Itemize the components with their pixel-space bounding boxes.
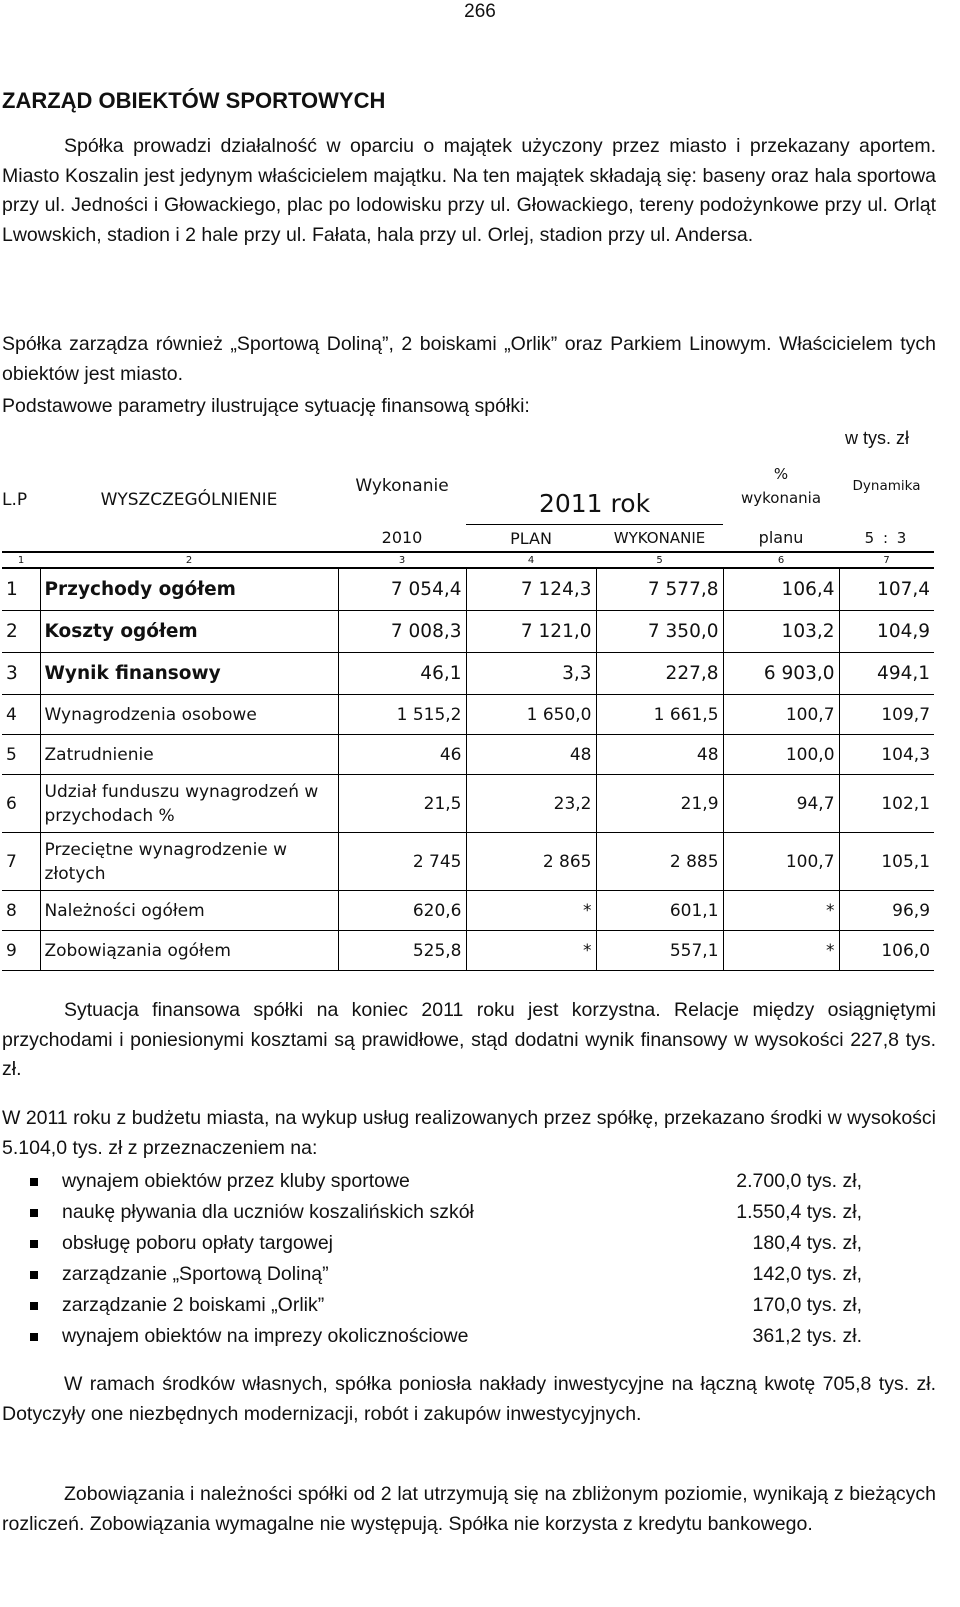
row-name: Należności ogółem xyxy=(40,891,338,931)
row-plan: 3,3 xyxy=(466,653,596,695)
row-lp: 6 xyxy=(2,775,40,833)
row-plan: 7 124,3 xyxy=(466,568,596,611)
row-wykonanie: 2 885 xyxy=(596,833,723,891)
row-lp: 3 xyxy=(2,653,40,695)
budget-purpose: obsługę poboru opłaty targowej xyxy=(62,1232,334,1254)
investments-paragraph: W ramach środków własnych, spółka poniosła nakłady inwestycyjne na łączną kwotę 705,8 tys. zł. Dotyczyły one niezbędnych modernizacji, robót i zakupów inwestycyjnych. xyxy=(2,1373,936,1425)
header-lp: L.P xyxy=(2,489,28,510)
row-wykonanie: 1 661,5 xyxy=(596,695,723,735)
budget-amount: 361,2 tys. zł. xyxy=(752,1325,862,1347)
row-dynamics: 106,0 xyxy=(839,931,934,971)
row-pct: 94,7 xyxy=(723,775,839,833)
header-exec-year: 2010 xyxy=(381,528,423,548)
row-plan: 23,2 xyxy=(466,775,596,833)
row-lp: 7 xyxy=(2,833,40,891)
bullet-icon xyxy=(30,1178,38,1186)
bullet-icon xyxy=(30,1333,38,1341)
row-plan: * xyxy=(466,891,596,931)
budget-purpose: zarządzanie „Sportową Doliną” xyxy=(62,1263,329,1285)
header-exec: Wykonanie xyxy=(355,476,449,497)
row-exec-2010: 46,1 xyxy=(338,653,466,695)
budget-purpose: wynajem obiektów na imprezy okolicznościowe xyxy=(62,1325,469,1347)
column-number: 6 xyxy=(723,552,839,568)
table-row xyxy=(2,568,934,611)
row-exec-2010: 1 515,2 xyxy=(338,695,466,735)
table-row xyxy=(2,611,934,653)
list-item xyxy=(30,1321,890,1352)
table-row xyxy=(2,775,934,833)
row-lp: 9 xyxy=(2,931,40,971)
column-number-row xyxy=(2,552,934,568)
row-exec-2010: 2 745 xyxy=(338,833,466,891)
row-pct: 100,7 xyxy=(723,695,839,735)
budget-amount: 142,0 tys. zł, xyxy=(752,1263,862,1285)
row-wykonanie: 227,8 xyxy=(596,653,723,695)
header-dynamics-ratio: 5 : 3 xyxy=(864,528,909,547)
list-item xyxy=(30,1166,890,1197)
row-name: Przeciętne wynagrodzenie w złotych xyxy=(40,833,338,891)
table-row xyxy=(2,695,934,735)
table-row xyxy=(2,931,934,971)
liabilities-paragraph: Zobowiązania i należności spółki od 2 lat utrzymują się na zbliżonym poziomie, wynikają z bieżących rozliczeń. Zobowiązania wymagalne nie występują. Spółka nie korzysta z kredytu bankowego. xyxy=(2,1483,936,1535)
row-pct: 6 903,0 xyxy=(723,653,839,695)
list-item xyxy=(30,1290,890,1321)
header-plan: PLAN xyxy=(466,525,596,553)
summary-paragraph: Sytuacja finansowa spółki na koniec 2011 roku jest korzystna. Relacje między osiągniętymi przychodami i poniesionymi kosztami są prawidłowe, stąd dodatni wynik finansowy w wysokości 227,8 tys. zł. xyxy=(2,999,936,1081)
row-pct: 100,7 xyxy=(723,833,839,891)
row-plan: 7 121,0 xyxy=(466,611,596,653)
bullet-icon xyxy=(30,1209,38,1217)
list-item xyxy=(30,1228,890,1259)
header-item: WYSZCZEGÓLNIENIE xyxy=(100,489,278,510)
row-exec-2010: 21,5 xyxy=(338,775,466,833)
row-lp: 8 xyxy=(2,891,40,931)
row-pct: 103,2 xyxy=(723,611,839,653)
row-plan: * xyxy=(466,931,596,971)
row-pct: 100,0 xyxy=(723,735,839,775)
budget-amount: 2.700,0 tys. zł, xyxy=(736,1170,862,1192)
table-row xyxy=(2,735,934,775)
row-dynamics: 109,7 xyxy=(839,695,934,735)
budget-amount: 1.550,4 tys. zł, xyxy=(736,1201,862,1223)
row-name: Udział funduszu wynagrodzeń w przychodach % xyxy=(40,775,338,833)
budget-purpose: naukę pływania dla uczniów koszalińskich szkół xyxy=(62,1201,474,1223)
row-dynamics: 104,3 xyxy=(839,735,934,775)
budget-intro-paragraph: W 2011 roku z budżetu miasta, na wykup usług realizowanych przez spółkę, przekazano środki w wysokości 5.104,0 tys. zł z przeznaczeniem na: xyxy=(2,1107,936,1159)
header-pct-plan: planu xyxy=(758,528,804,548)
row-name: Zatrudnienie xyxy=(40,735,338,775)
row-exec-2010: 525,8 xyxy=(338,931,466,971)
unit-label: w tys. zł xyxy=(845,428,910,448)
row-pct: 106,4 xyxy=(723,568,839,611)
header-year-group: 2011 rok xyxy=(538,489,651,518)
table-header-row xyxy=(2,448,934,525)
list-item xyxy=(30,1197,890,1228)
row-dynamics: 96,9 xyxy=(839,891,934,931)
row-pct: * xyxy=(723,931,839,971)
bullet-icon xyxy=(30,1240,38,1248)
column-number: 7 xyxy=(839,552,934,568)
row-lp: 2 xyxy=(2,611,40,653)
budget-list xyxy=(30,1166,890,1352)
column-number: 3 xyxy=(338,552,466,568)
header-dynamics: Dynamika xyxy=(852,478,921,495)
row-lp: 4 xyxy=(2,695,40,735)
row-name: Zobowiązania ogółem xyxy=(40,931,338,971)
row-name: Koszty ogółem xyxy=(40,611,338,653)
header-pct-symbol: % xyxy=(773,465,789,484)
header-pct xyxy=(723,448,839,525)
financial-table xyxy=(2,448,934,971)
row-wykonanie: 601,1 xyxy=(596,891,723,931)
row-wykonanie: 7 350,0 xyxy=(596,611,723,653)
row-lp: 5 xyxy=(2,735,40,775)
bullet-icon xyxy=(30,1302,38,1310)
intro-paragraph: Spółka prowadzi działalność w oparciu o majątek użyczony przez miasto i przekazany aportem. Miasto Koszalin jest jedynym właścicielem majątku. Na ten majątek składają się: baseny oraz hala sportowa przy ul. Jedności i Głowackiego, plac po lodowisku przy ul. Głowackiego, tereny podożynkowe przy ul. Orląt Lwowskich, stadion i 2 hale przy ul. Fałata, hala przy ul. Orlej, stadion przy ul. Andersa. xyxy=(2,135,936,246)
row-lp: 1 xyxy=(2,568,40,611)
row-plan: 2 865 xyxy=(466,833,596,891)
row-exec-2010: 46 xyxy=(338,735,466,775)
row-wykonanie: 557,1 xyxy=(596,931,723,971)
row-dynamics: 102,1 xyxy=(839,775,934,833)
table-row xyxy=(2,833,934,891)
row-name: Przychody ogółem xyxy=(40,568,338,611)
budget-purpose: zarządzanie 2 boiskami „Orlik” xyxy=(62,1294,325,1316)
budget-amount: 180,4 tys. zł, xyxy=(752,1232,862,1254)
column-number: 1 xyxy=(2,552,40,568)
table-row xyxy=(2,891,934,931)
budget-purpose: wynajem obiektów przez kluby sportowe xyxy=(62,1170,410,1192)
managed-objects-paragraph: Spółka zarządza również „Sportową Doliną”, 2 boiskami „Orlik” oraz Parkiem Linowym. Właścicielem tych obiektów jest miasto. xyxy=(2,333,936,385)
row-name: Wynik finansowy xyxy=(40,653,338,695)
row-plan: 1 650,0 xyxy=(466,695,596,735)
bullet-icon xyxy=(30,1271,38,1279)
column-number: 2 xyxy=(40,552,338,568)
row-wykonanie: 21,9 xyxy=(596,775,723,833)
row-wykonanie: 48 xyxy=(596,735,723,775)
header-pct-label: wykonania xyxy=(740,489,822,508)
row-dynamics: 105,1 xyxy=(839,833,934,891)
row-exec-2010: 7 008,3 xyxy=(338,611,466,653)
row-dynamics: 104,9 xyxy=(839,611,934,653)
row-plan: 48 xyxy=(466,735,596,775)
row-exec-2010: 7 054,4 xyxy=(338,568,466,611)
params-intro: Podstawowe parametry ilustrujące sytuację finansową spółki: xyxy=(2,395,530,417)
row-dynamics: 494,1 xyxy=(839,653,934,695)
row-name: Wynagrodzenia osobowe xyxy=(40,695,338,735)
column-number: 5 xyxy=(596,552,723,568)
section-title: ZARZĄD OBIEKTÓW SPORTOWYCH xyxy=(2,88,386,113)
page-number: 266 xyxy=(464,1,496,22)
row-dynamics: 107,4 xyxy=(839,568,934,611)
row-pct: * xyxy=(723,891,839,931)
list-item xyxy=(30,1259,890,1290)
column-number: 4 xyxy=(466,552,596,568)
row-exec-2010: 620,6 xyxy=(338,891,466,931)
table-row xyxy=(2,653,934,695)
row-wykonanie: 7 577,8 xyxy=(596,568,723,611)
budget-amount: 170,0 tys. zł, xyxy=(752,1294,862,1316)
header-wykonanie: WYKONANIE xyxy=(596,525,723,553)
